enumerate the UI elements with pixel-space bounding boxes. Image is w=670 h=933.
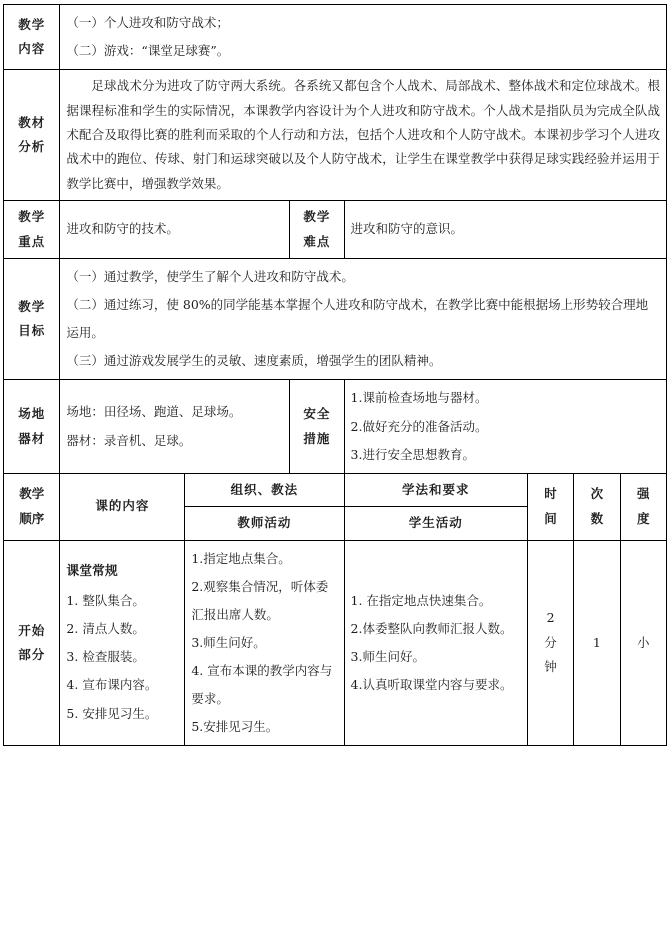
row-label-line-2: 目标 bbox=[18, 323, 46, 339]
header-time bbox=[527, 473, 573, 540]
time-line-3: 钟 bbox=[544, 659, 557, 675]
row-label-line-1: 场地 bbox=[18, 406, 46, 422]
header-method-requirement: 学法和要求 bbox=[344, 473, 527, 506]
objective-item: （一）通过教学，使学生了解个人进攻和防守战术。 bbox=[66, 268, 354, 284]
row-label-line-1: 教材 bbox=[18, 114, 46, 130]
row-label-line-1: 安全 bbox=[303, 406, 331, 422]
venue-equipment-cell bbox=[60, 380, 290, 473]
difficulty-text: 进攻和防守的意识。 bbox=[344, 201, 666, 259]
row-label-line-1: 教学 bbox=[18, 298, 46, 314]
material-analysis-text: 足球战术分为进攻了防守两大系统。各系统又都包含个人战术、局部战术、整体战术和定位球战术。根据课程标准和学生的实际情况，本课教学内容设计为个人进攻和防守战术。个人战术是指队员为完成全队战术配合及取得比赛的胜利而采取的个人行动和方法，包括个人进攻和个人防守战术。本课初步学习个人进攻战术中的跑位、传球、射门和运球突破以及个人防守战术，让学生在课堂教学中获得足球实践经验并运用于教学比赛中，增强教学效果。 bbox=[60, 70, 667, 201]
content-item: 3. 检查服装。 bbox=[66, 649, 145, 665]
objectives-cell bbox=[60, 258, 667, 380]
header-line-2: 顺序 bbox=[19, 510, 45, 526]
safety-item: 3.进行安全思想教育。 bbox=[350, 446, 475, 462]
teacher-activity-item: 2.观察集合情况，听体委汇报出席人数。 bbox=[191, 578, 329, 622]
table-row-objectives bbox=[4, 258, 667, 380]
key-point-text: 进攻和防守的技术。 bbox=[60, 201, 290, 259]
table-row-teaching-content bbox=[4, 5, 667, 70]
count-value: 1 bbox=[574, 540, 620, 746]
table-row-key-point bbox=[4, 201, 667, 259]
teaching-content-item: （一）个人进攻和防守战术； bbox=[66, 15, 229, 30]
procedure-body-row bbox=[4, 540, 667, 746]
row-label-line-1: 教学 bbox=[303, 209, 331, 225]
row-label-safety bbox=[290, 380, 344, 473]
teacher-activity-item: 4. 宣布本课的教学内容与要求。 bbox=[191, 663, 333, 707]
content-item: 1. 整队集合。 bbox=[66, 593, 145, 609]
venue-item: 场地：田径场、跑道、足球场。 bbox=[66, 404, 242, 420]
time-line-2: 分 bbox=[544, 634, 557, 650]
student-activity-cell bbox=[344, 540, 527, 746]
header-teacher-activity: 教师活动 bbox=[185, 507, 344, 540]
stage-label-start bbox=[4, 540, 60, 746]
header-intensity bbox=[620, 473, 666, 540]
header-line-2: 间 bbox=[544, 510, 557, 526]
lesson-plan-table bbox=[3, 4, 667, 746]
header-line-2: 度 bbox=[637, 510, 650, 526]
table-row-material-analysis bbox=[4, 70, 667, 201]
row-label-line-2: 分析 bbox=[18, 139, 46, 155]
time-line-1: 2 bbox=[546, 610, 555, 626]
objective-item: （三）通过游戏发展学生的灵敏、速度素质，增强学生的团队精神。 bbox=[66, 353, 442, 369]
content-item: 5. 安排见习生。 bbox=[66, 705, 158, 721]
row-label-teaching-content bbox=[4, 5, 60, 70]
row-label-material-analysis bbox=[4, 70, 60, 201]
student-activity-item: 2.体委整队向教师汇报人数。 bbox=[350, 620, 513, 636]
intensity-value: 小 bbox=[620, 540, 666, 746]
header-line-1: 强 bbox=[637, 486, 650, 502]
row-label-line-2: 难点 bbox=[303, 233, 331, 249]
teacher-activity-item: 1.指定地点集合。 bbox=[191, 550, 291, 566]
header-organization-method: 组织、教法 bbox=[185, 473, 344, 506]
content-heading: 课堂常规 bbox=[66, 564, 118, 580]
content-item: 4. 宣布课内容。 bbox=[66, 677, 158, 693]
equipment-item: 器材：录音机、足球。 bbox=[66, 432, 192, 448]
row-label-line-1: 教学 bbox=[18, 209, 46, 225]
table-row-venue-equipment bbox=[4, 380, 667, 473]
student-activity-item: 1. 在指定地点快速集合。 bbox=[350, 592, 492, 608]
teacher-activity-item: 5.安排见习生。 bbox=[191, 719, 279, 735]
objective-item: （二）通过练习，使 80%的同学能基本掌握个人进攻和防守战术，在教学比赛中能根据场上形势较合理地运用。 bbox=[66, 297, 649, 341]
row-label-key-point bbox=[4, 201, 60, 259]
student-activity-item: 3.师生问好。 bbox=[350, 648, 425, 664]
header-teaching-order bbox=[4, 473, 60, 540]
procedure-header-row-1 bbox=[4, 473, 667, 506]
safety-item: 1.课前检查场地与器材。 bbox=[350, 390, 488, 406]
teaching-content-cell bbox=[60, 5, 667, 70]
header-line-1: 次 bbox=[590, 486, 604, 502]
content-item: 2. 清点人数。 bbox=[66, 621, 145, 637]
student-activity-item: 4.认真听取课堂内容与要求。 bbox=[350, 677, 513, 693]
header-line-2: 数 bbox=[590, 510, 604, 526]
time-value bbox=[527, 540, 573, 746]
stage-label-line-1: 开始 bbox=[18, 622, 46, 638]
header-count bbox=[574, 473, 620, 540]
row-label-difficulty bbox=[290, 201, 344, 259]
row-label-line-2: 内容 bbox=[18, 41, 46, 57]
teacher-activity-cell bbox=[185, 540, 344, 746]
header-line-1: 教学 bbox=[19, 486, 45, 502]
row-label-venue-equipment bbox=[4, 380, 60, 473]
lesson-content-cell bbox=[60, 540, 185, 746]
row-label-objectives bbox=[4, 258, 60, 380]
row-label-line-2: 重点 bbox=[18, 233, 46, 249]
stage-label-line-2: 部分 bbox=[18, 646, 46, 662]
header-lesson-content: 课的内容 bbox=[60, 473, 185, 540]
row-label-line-2: 措施 bbox=[303, 430, 331, 446]
safety-item: 2.做好充分的准备活动。 bbox=[350, 418, 488, 434]
teacher-activity-item: 3.师生问好。 bbox=[191, 634, 266, 650]
header-line-1: 时 bbox=[544, 486, 557, 502]
safety-measures-cell bbox=[344, 380, 666, 473]
row-label-line-2: 器材 bbox=[18, 430, 46, 446]
teaching-content-item: （二）游戏：“课堂足球赛”。 bbox=[66, 43, 230, 59]
header-student-activity: 学生活动 bbox=[344, 507, 527, 540]
row-label-line-1: 教学 bbox=[18, 16, 46, 32]
